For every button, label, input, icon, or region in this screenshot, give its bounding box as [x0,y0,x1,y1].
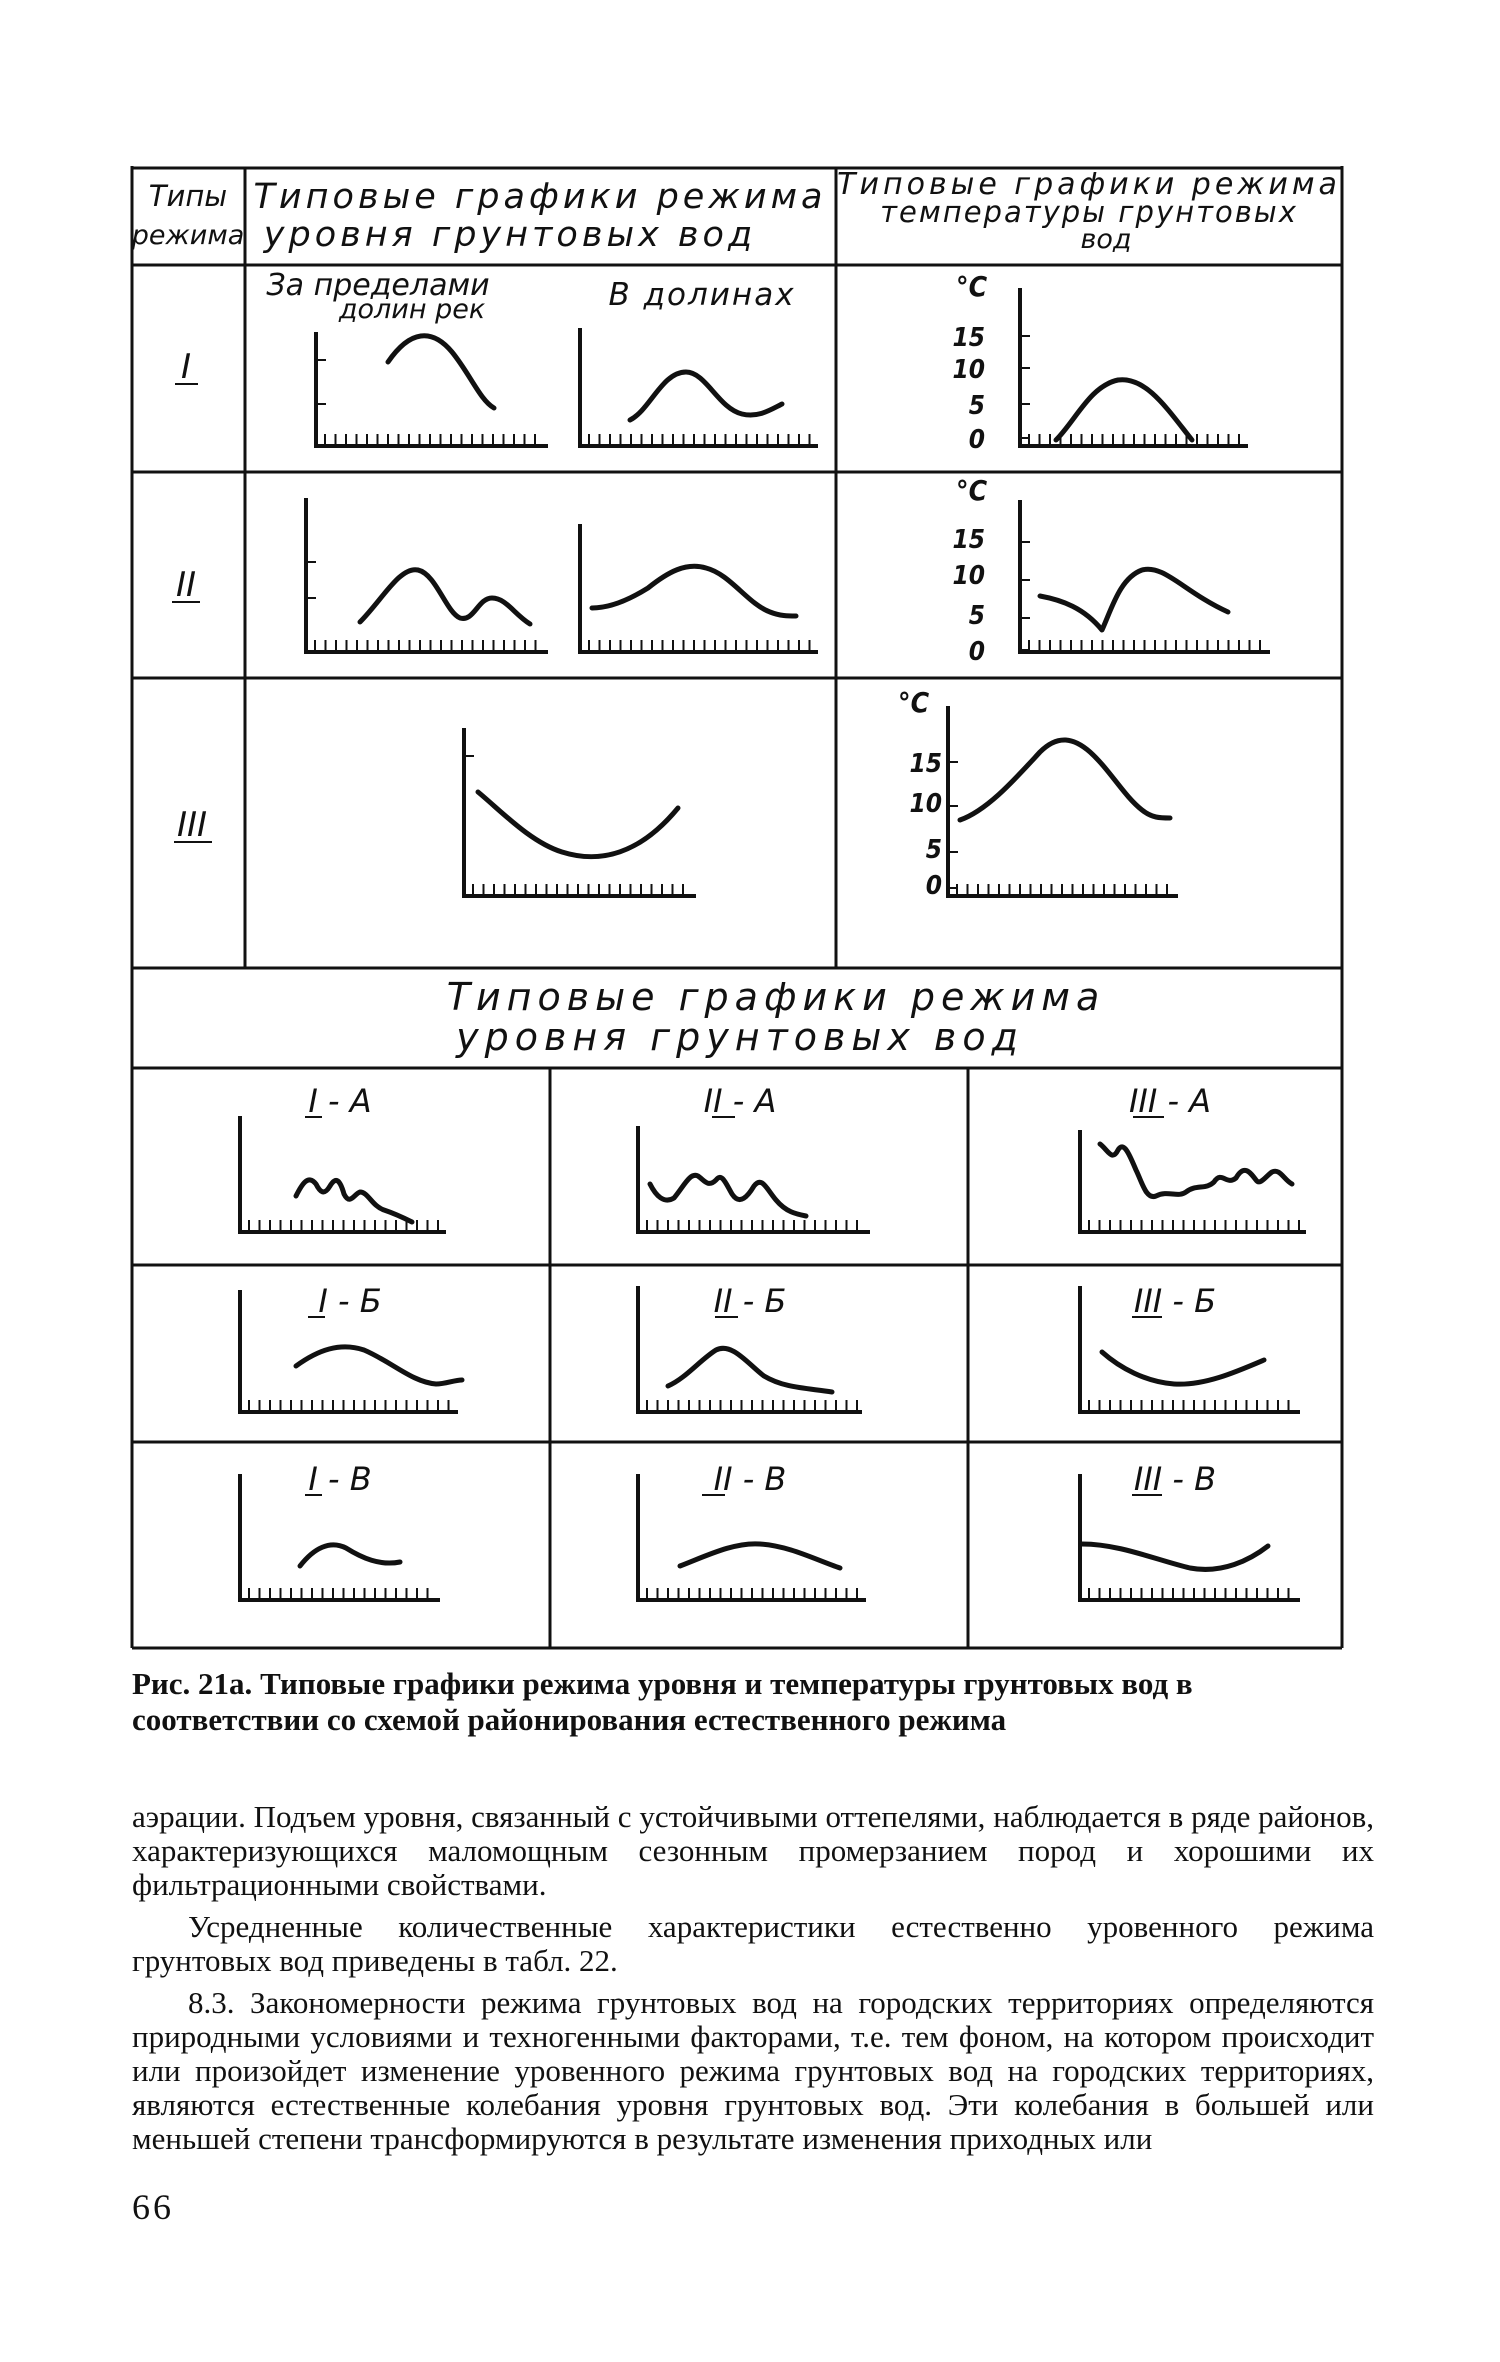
temp-tick-15-row-1: 15 [952,323,985,353]
curve-II-V [680,1544,840,1568]
curve-III-level [478,792,678,857]
regime-curves [296,336,1292,1570]
subtype-label-II-B: II - Б [713,1282,787,1320]
subtype-label-I-V: I - В [308,1460,372,1498]
subtype-label-I-A: I - А [308,1082,372,1120]
temp-tick-5-row-2: 5 [968,601,985,631]
subtype-label-III-A: III - А [1128,1082,1212,1120]
temp-tick-0-row-1: 0 [968,425,985,455]
axis-I-temperature [1020,288,1248,446]
axis-I-outside-valleys [316,332,548,446]
figure-table-grid [132,166,1342,1648]
mini-chart-axes [240,288,1306,1600]
figure-caption [132,1666,1374,1738]
subtype-label-II-V: II - В [713,1460,787,1498]
row-numeral-1: I [180,347,192,387]
row-numeral-3: III [176,805,208,845]
temp-unit-row-3: °C [898,686,930,719]
subtype-label-II-A: II - А [703,1082,777,1120]
subtype-label-III-B: III - Б [1133,1282,1217,1320]
curve-III-temperature [960,740,1170,820]
temp-unit-row-2: °C [956,474,988,507]
temp-tick-5-row-3: 5 [925,835,942,865]
header-temp-line-2: температуры грунтовых [880,195,1298,229]
temp-tick-15-row-2: 15 [952,525,985,555]
axis-II-temperature [1020,500,1270,652]
curve-I-temperature [1056,380,1192,440]
curve-I-outside-valleys [388,336,494,408]
curve-III-V [1082,1544,1268,1569]
curve-I-V [300,1545,400,1566]
paragraph-3: 8.3. Закономерности режима грунтовых вод на городских территориях определяются природными условиями и техногенными факторами, т.е. тем фоном, на котором происходит или произойдет изменение уровенного режима грунтовых вод на городских территориях, являются естественные колебания уровня грунтовых вод. Эти колебания в большей или меньшей степени трансформируются в результате изменения приходных или [132,1985,1374,2156]
subheader-outside-valleys-2: долин рек [338,294,486,325]
axis-III-A [1080,1130,1306,1232]
axis-III-temperature [948,706,1178,896]
header-types-line-2: режима [131,220,245,251]
figure-caption-label: Рис. 21а. [132,1666,253,1701]
header-temp-line-3: вод [1080,224,1132,255]
axis-II-in-valleys [580,524,818,652]
curve-II-in-valleys [592,566,796,616]
lower-section-title-2: уровня грунтовых вод [456,1015,1024,1059]
temp-tick-10-row-2: 10 [952,561,985,591]
axis-II-A [638,1126,870,1232]
header-temp-line-1: Типовые графики режима [837,167,1341,202]
temp-tick-0-row-3: 0 [925,871,942,901]
curve-II-B [668,1348,832,1392]
curve-I-in-valleys [630,372,782,420]
curve-I-A [296,1180,412,1222]
curve-III-A [1100,1144,1292,1197]
body-text [132,1800,1374,2156]
lower-section-title-1: Типовые графики режима [446,975,1106,1019]
axis-I-A [240,1116,446,1232]
paragraph-2: Усредненные количественные характеристики естественно уровенного режима грунтовых вод приведены в табл. 22. [132,1909,1374,1978]
temp-tick-10-row-1: 10 [952,355,985,385]
axis-I-in-valleys [580,328,818,446]
curve-II-temperature [1040,569,1228,630]
row-numeral-2: II [175,565,197,605]
subtype-label-III-V: III - В [1133,1460,1217,1498]
temperature-axis-labels [898,270,988,901]
temp-tick-15-row-3: 15 [909,749,942,779]
curve-II-A [650,1175,806,1216]
page-number: 66 [132,2187,174,2227]
curve-II-outside-valleys [360,570,530,624]
temp-unit-row-1: °C [956,270,988,303]
temp-tick-10-row-3: 10 [909,789,942,819]
header-types-line-1: Типы [148,179,228,213]
subheader-in-valleys: В долинах [608,277,796,313]
curve-I-B [296,1347,462,1384]
header-level-line-2: уровня грунтовых вод [263,215,757,255]
subtype-label-I-B: I - Б [318,1282,382,1320]
header-level-line-1: Типовые графики режима [253,177,827,217]
subheader-outside-valleys-1: За пределами [266,268,490,303]
temp-tick-5-row-1: 5 [968,391,985,421]
paragraph-1: аэрации. Подъем уровня, связанный с устойчивыми оттепелями, наблюдается в ряде районов, характеризующихся маломощным сезонным промерзанием пород и хорошими их фильтрационными свойствами. [132,1799,1374,1902]
curve-III-B [1102,1352,1264,1384]
temp-tick-0-row-2: 0 [968,637,985,667]
figure-caption-text: Типовые графики режима уровня и температуры грунтовых вод в соответствии со схемой районирования естественного режима [132,1666,1193,1737]
